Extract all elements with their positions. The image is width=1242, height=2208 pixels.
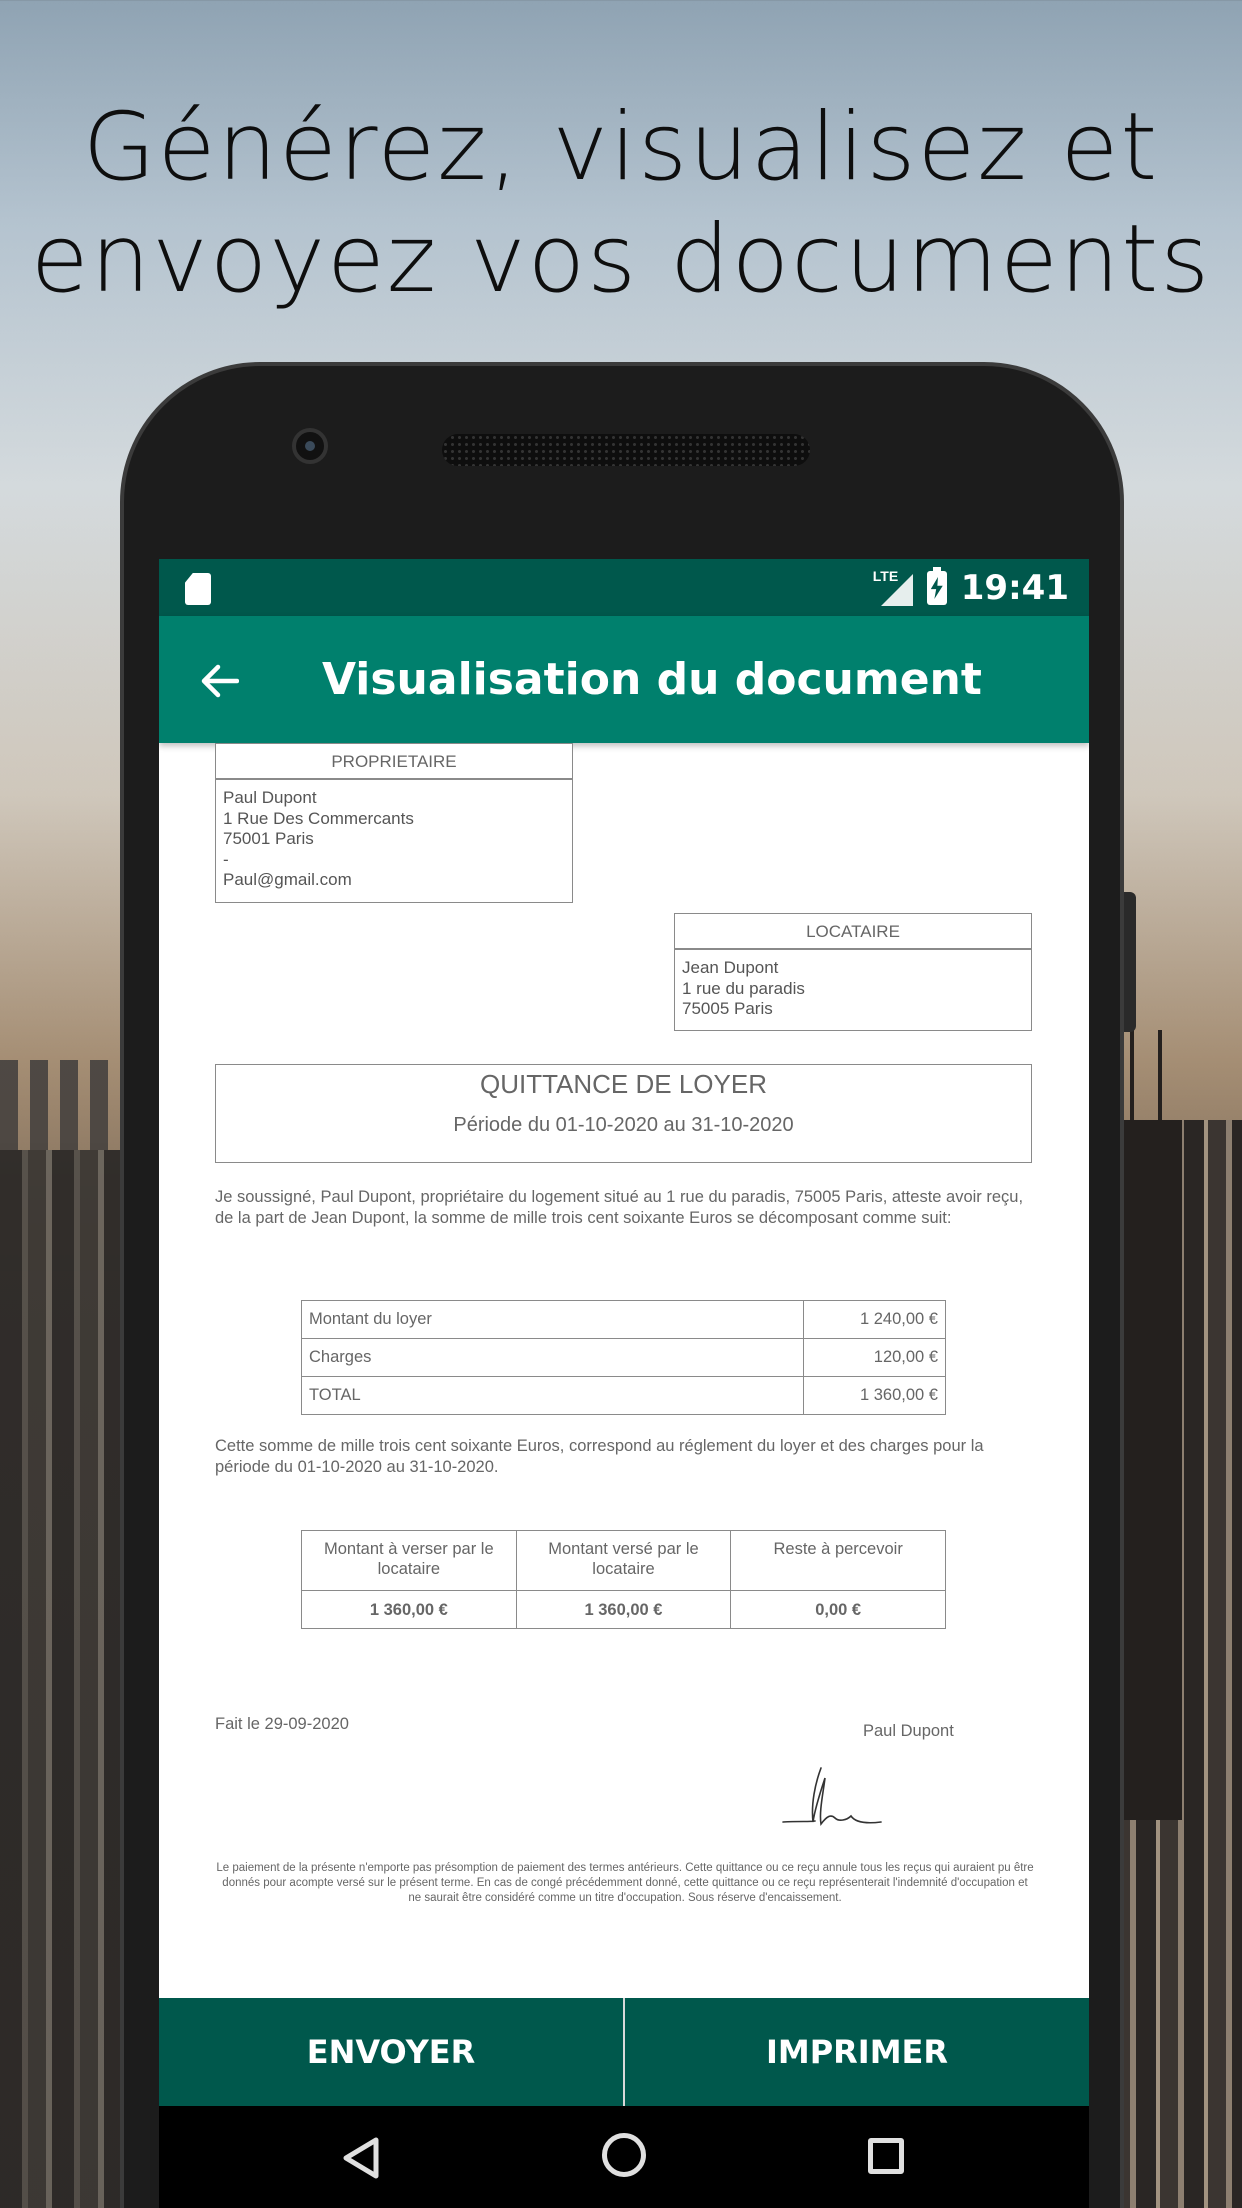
breakdown-value: 1 240,00 € [804,1301,946,1339]
status-icons [873,567,1069,609]
table-row [302,1531,946,1591]
nav-home-icon[interactable] [602,2133,646,2177]
payment-table [301,1530,946,1629]
payment-value: 0,00 € [731,1591,946,1629]
signature-image [781,1760,885,1832]
document-preview [159,743,1089,2020]
print-button[interactable]: IMPRIMER [623,1998,1089,2106]
receipt-title: QUITTANCE DE LOYER [479,1069,767,1099]
receipt-period: Période du 01-10-2020 au 31-10-2020 [453,1114,794,1136]
promo-headline-line1: Générez, visualisez et [82,93,1160,202]
breakdown-value: 120,00 € [804,1339,946,1377]
phone-side-button [1124,892,1136,1032]
sd-card-icon [185,573,211,605]
table-row [302,1301,946,1339]
speaker-grille [442,434,810,466]
nav-back-icon[interactable] [341,2136,381,2180]
lte-signal-icon [873,570,913,606]
breakdown-label: TOTAL [302,1377,804,1415]
owner-box-body: Paul Dupont 1 Rue Des Commercants 75001 Paris - Paul@gmail.com [223,788,414,889]
payment-header: Reste à percevoir [731,1531,946,1591]
breakdown-label: Montant du loyer [302,1301,804,1339]
tenant-box-header: LOCATAIRE [675,914,1031,950]
date-line: Fait le 29-09-2020 [215,1715,349,1733]
tenant-box-body: Jean Dupont 1 rue du paradis 75005 Paris [682,958,805,1018]
receipt-intro: Je soussigné, Paul Dupont, propriétaire du logement situé au 1 rue du paradis, 75005 Paris, atteste avoir reçu, de la part de Jean Dupont, la somme de mille trois cent soixante Euros se décomposant comme suit: [215,1188,1024,1227]
owner-box [215,743,573,903]
promo-headline [0,92,1242,316]
status-bar [159,559,1089,616]
promo-headline-line2: envoyez vos documents [30,205,1212,314]
navigation-bar [159,2106,1089,2208]
receipt-title-box [215,1064,1032,1163]
payment-header: Montant versé par le locataire [516,1531,731,1591]
arrow-back-icon[interactable] [201,664,239,698]
receipt-summary: Cette somme de mille trois cent soixante Euros, correspond au réglement du loyer et des charges pour la période du 01-10-2020 au 31-10-2020. [215,1437,984,1476]
table-row [302,1339,946,1377]
legal-footnote: Le paiement de la présente n'emporte pas présomption de paiement des termes antérieurs. Cette quittance ou ce reçu annule tous les reçus qui auraient pu être donnés pour acompte versé sur le présent terme. En cas de congé précédemment donné, cette quittance ou ce reçu représenterait l'indemnité d'occupation et ne saurait être considéré comme un titre d'occupation. Sous réserve d'encaissement. [216,1862,1034,1904]
table-row [302,1377,946,1415]
breakdown-table [301,1300,946,1415]
camera-icon [292,428,328,464]
breakdown-label: Charges [302,1339,804,1377]
network-label: LTE [872,568,899,584]
send-button[interactable]: ENVOYER [306,2033,476,2071]
action-bar [159,1998,1089,2106]
table-row [302,1591,946,1629]
breakdown-value: 1 360,00 € [804,1377,946,1415]
battery-charging-icon [927,571,947,605]
signatory-name: Paul Dupont [863,1722,954,1740]
payment-value: 1 360,00 € [516,1591,731,1629]
phone-screen [159,559,1089,2208]
app-bar [159,616,1089,743]
nav-recent-apps-icon[interactable] [868,2138,904,2174]
status-time: 19:41 [960,568,1069,608]
tenant-box [674,913,1032,1031]
page-title: Visualisation du document [322,654,982,705]
owner-box-header: PROPRIETAIRE [216,744,572,780]
payment-header: Montant à verser par le locataire [302,1531,517,1591]
payment-value: 1 360,00 € [302,1591,517,1629]
